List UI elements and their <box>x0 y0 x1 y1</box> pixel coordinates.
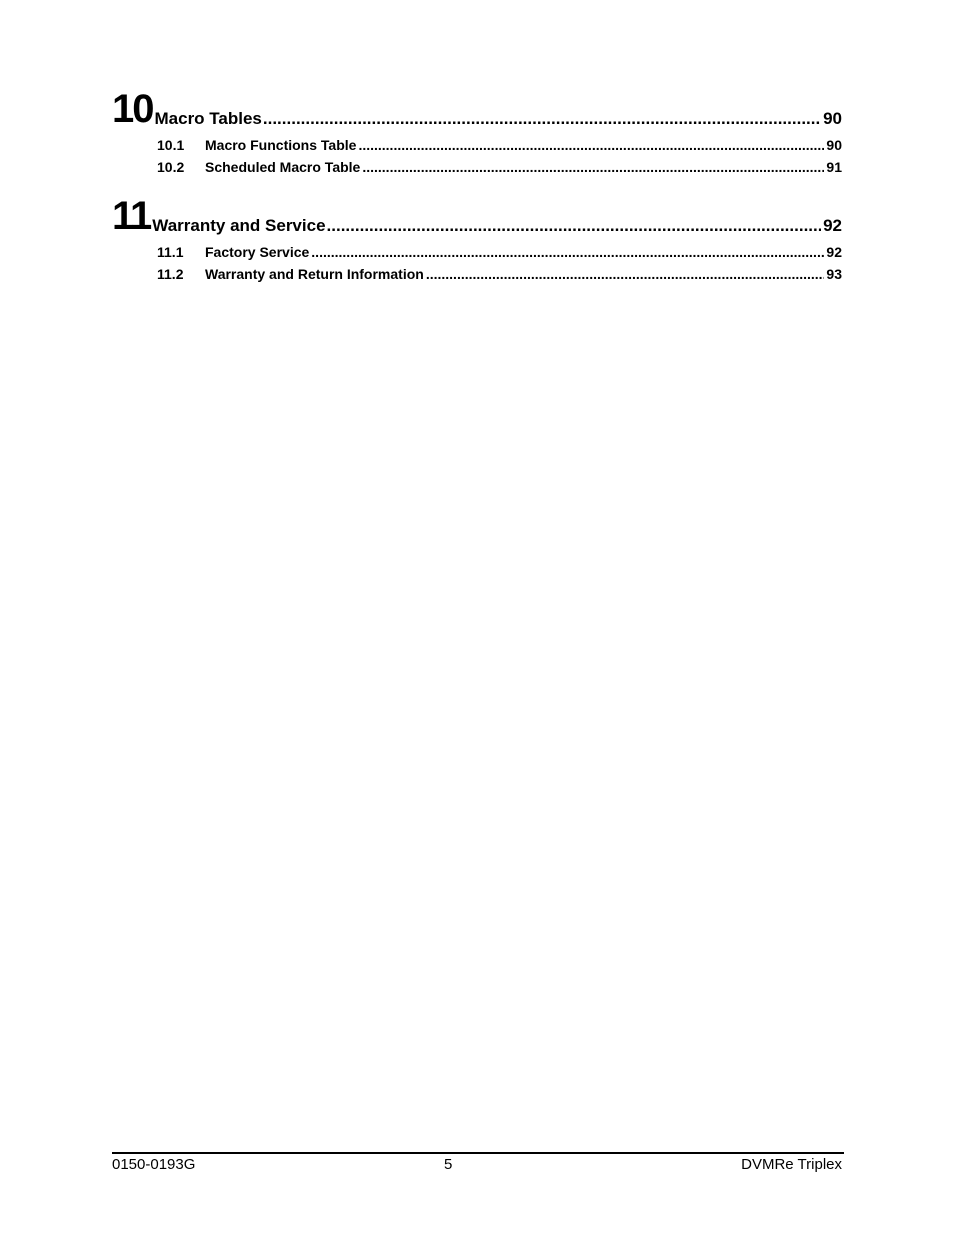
section-number: 10.1 <box>157 137 185 153</box>
dot-leader <box>362 159 824 175</box>
section-title: Warranty and Return Information <box>205 266 424 282</box>
footer-divider <box>112 1152 844 1154</box>
chapter-title: Macro Tables <box>154 109 262 128</box>
toc-section-11-2[interactable] <box>157 265 842 282</box>
chapter-number: 11 <box>112 194 151 238</box>
chapter-page-number: 92 <box>823 216 842 235</box>
section-title: Scheduled Macro Table <box>205 159 361 175</box>
toc-chapter-10[interactable] <box>112 89 842 129</box>
dot-leader <box>426 266 825 282</box>
footer-doc-number: 0150-0193G <box>112 1156 196 1173</box>
section-title: Macro Functions Table <box>205 137 357 153</box>
section-page-number: 91 <box>826 159 842 175</box>
footer-product-name: DVMRe Triplex <box>741 1156 842 1173</box>
section-number: 11.2 <box>157 266 184 282</box>
dot-leader <box>311 244 824 260</box>
toc-chapter-11[interactable] <box>112 196 842 236</box>
dot-leader <box>358 137 824 153</box>
dot-leader <box>263 110 821 129</box>
toc-section-10-1[interactable] <box>157 136 842 153</box>
footer-page-number: 5 <box>444 1156 453 1173</box>
dot-leader <box>327 217 822 236</box>
chapter-title: Warranty and Service <box>152 216 326 235</box>
toc-section-11-1[interactable] <box>157 243 842 260</box>
section-page-number: 90 <box>826 137 842 153</box>
section-page-number: 93 <box>826 266 842 282</box>
section-number: 10.2 <box>157 159 185 175</box>
toc-section-10-2[interactable] <box>157 158 842 175</box>
section-page-number: 92 <box>826 244 842 260</box>
section-number: 11.1 <box>157 244 184 260</box>
chapter-page-number: 90 <box>823 109 842 128</box>
chapter-number: 10 <box>112 87 153 131</box>
section-title: Factory Service <box>205 244 310 260</box>
